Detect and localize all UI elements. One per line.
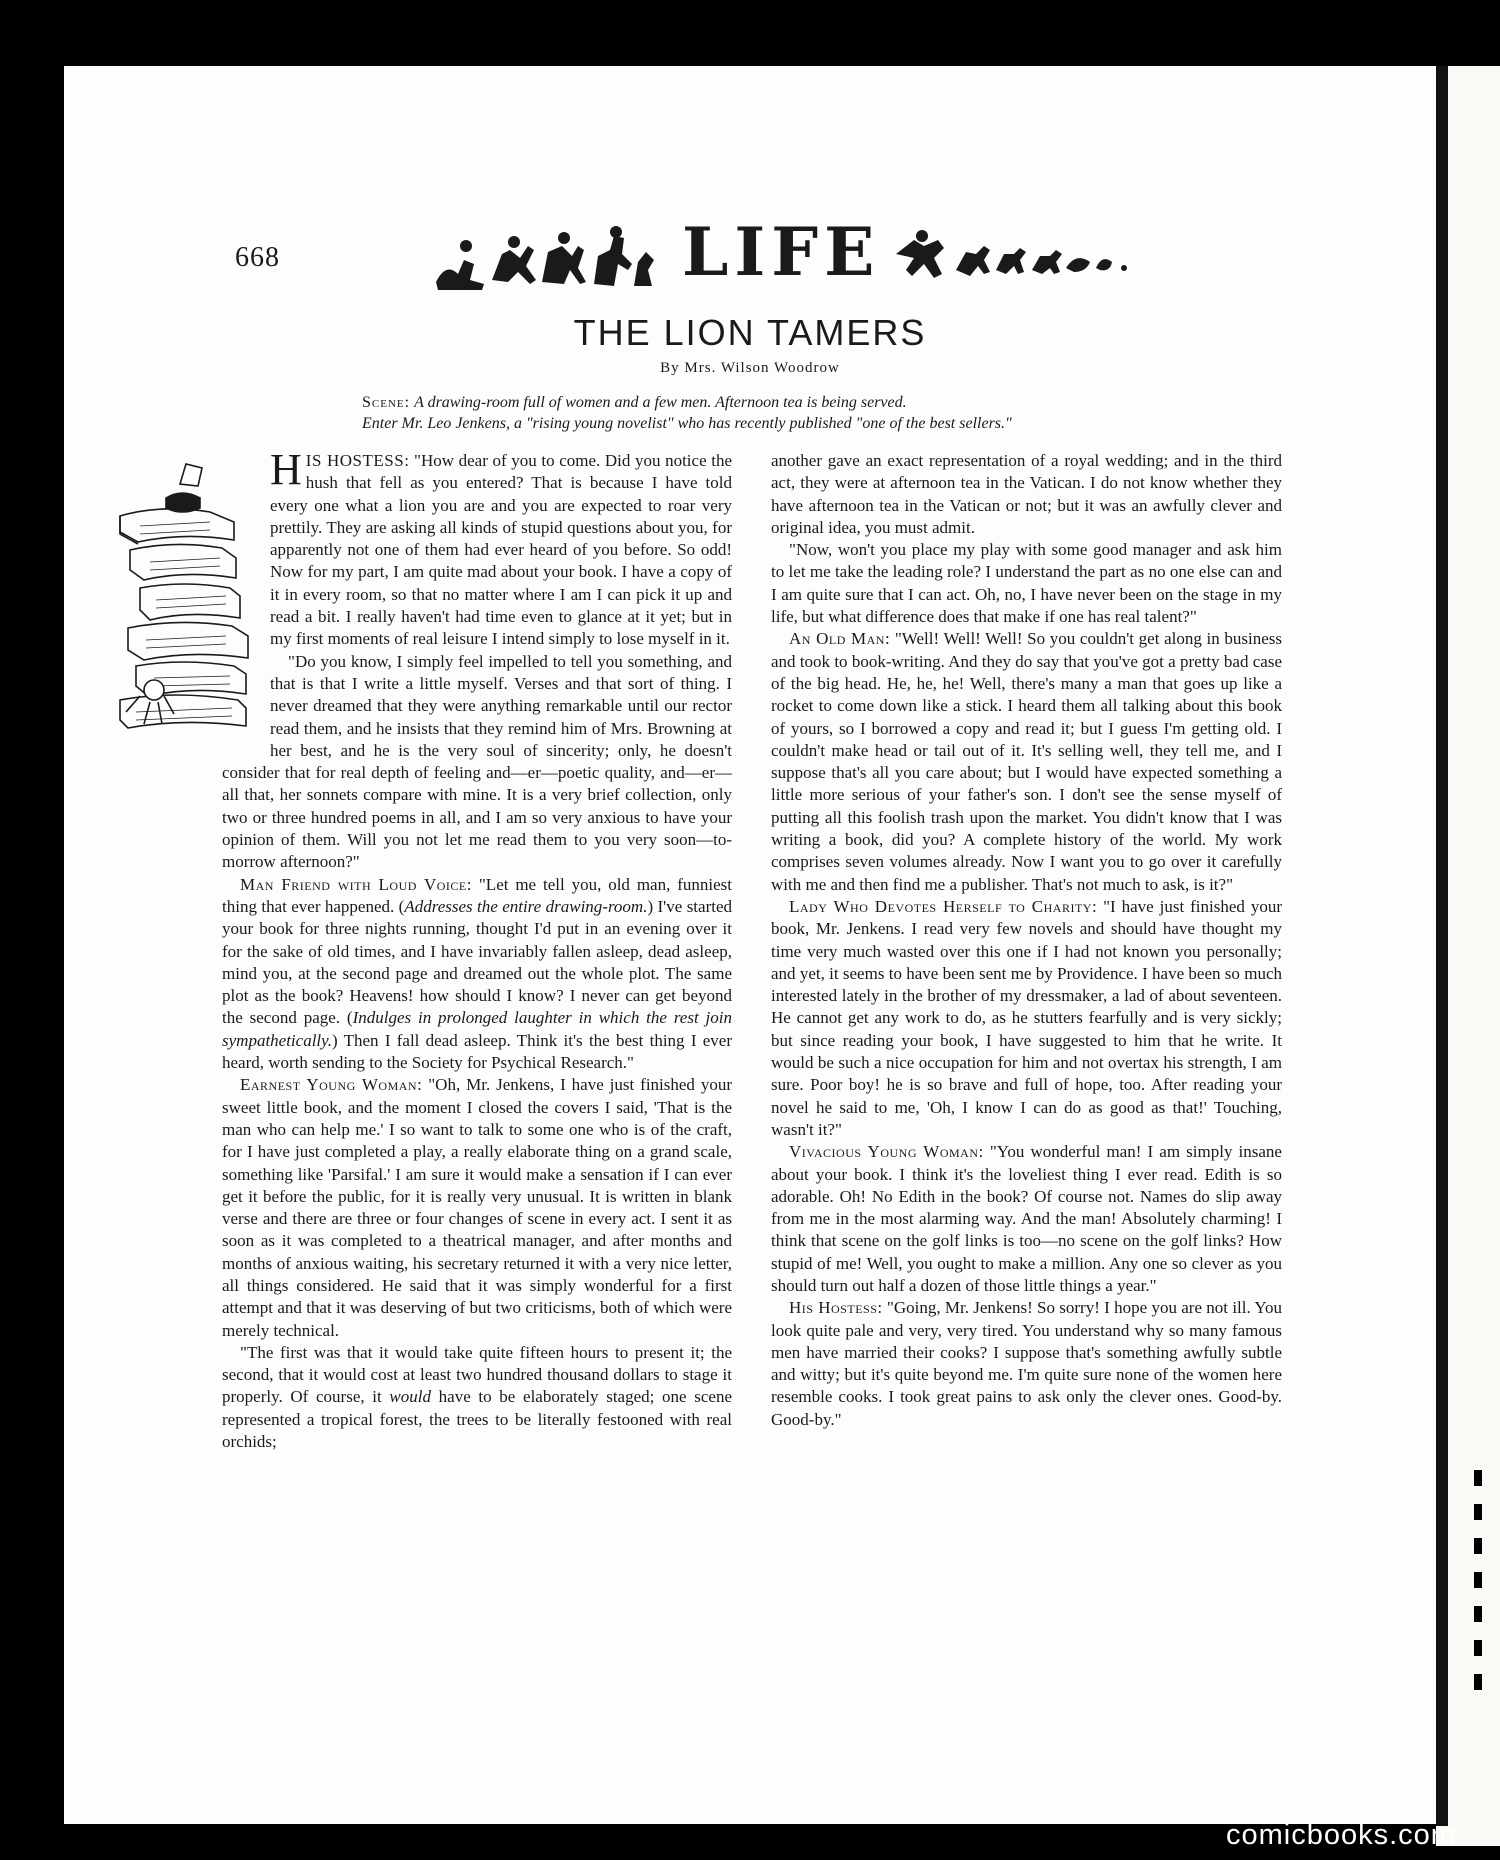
speaker-charity-lady: Lady Who Devotes Herself to Charity: [789,896,1098,916]
paragraph-text: "I have just finished your book, Mr. Jenkens. I read very few novels and should have thought my time very much wasted over this one if I had not known you personally; and yet, it seems to have been sent me by Providence. I have been so much interested lately in the brother of my dressmaker, a lad of about seventeen. He cannot get any work to do, as he stutters fearfully and is very sickly; but since reading your book, I have suggested to him that he write. It would be such a nice occupation for him and not overtax his strength, I am sure. Poor boy! he is so brave and full of hope, too. After reading your novel he said to me, 'Oh, I know I can do as good as that!' Touching, wasn't it?" [771,896,1283,1139]
drop-cap: H [270,445,302,494]
right-column [771,450,1282,1431]
paragraph: another gave an exact representation of a royal wedding; and in the third act, they were at afternoon tea in the Vatican. I do not know whether they have afternoon tea in the Vatican or not; but it was an awfully clever and original idea, you must admit. [771,451,1282,537]
masthead-title: LIFE [682,213,881,291]
masthead-figures-left-icon [430,220,660,292]
paragraph-text: ) Then I fall dead asleep. Think it's the best thing I ever heard, worth sending to the Society for Psychical Research." [222,1030,732,1073]
paragraph-text: "The first was that it would take quite fifteen hours to present it; the second, that it would cost at least two hundred thousand dollars to stage it properly. Of course, it [222,1342,732,1407]
masthead-figures-right-icon [892,224,1132,290]
paragraph-text: "You wonderful man! I am simply insane about your book. I think it's the loveliest thing I ever read. Edith is so adorable. Oh! No Edith in the book? Of course not. Names do slip away from me in the most alarming way. And the man! Absolutely charming! I think that scene on the golf links is too—no scene on the golf links? How stupid of me! Well, you ought to make a million. Any one so clever as you should turn out half a dozen of those little things a year." [771,1142,1282,1295]
stage-direction: Indulges in prolonged laughter in which the rest join sympathetically. [222,1008,732,1050]
paragraph-text: "How dear of you to come. Did you notice the hush that fell as you entered? That is because I have told every one what a lion you are and you are expected to roar very prettily. They are asking all kinds of stupid questions about you, for apparently not one of them had ever heard of you before. So odd! Now for my part, I am quite mad about your book. I have a copy of it in every room, so that no matter where I am I can pick it up and read a bit. I really haven't had time even to glance at it yet; but in my first moments of real leisure I intend simply to lose myself in it. [270,451,733,649]
article-title: THE LION TAMERS [573,312,927,353]
speaker-vivacious-young-woman: Vivacious Young Woman: [789,1142,984,1162]
speaker-his-hostess: His Hostess: [789,1298,883,1318]
speaker-earnest-young-woman: Earnest Young Woman: [240,1075,423,1095]
books-stack-lion-illustration-icon [110,450,262,748]
stage-direction: Addresses the entire drawing-room. [404,896,648,916]
left-column [222,445,733,1453]
article-byline: By Mrs. Wilson Woodrow [660,360,840,376]
speaker-man-friend: Man Friend with Loud Voice: [240,874,472,894]
speaker-old-man: An Old Man: [789,629,891,649]
paragraph-text: "Going, Mr. Jenkens! So sorry! I hope you are not ill. You look quite pale and very, very tired. You understand why so many famous men have married their cooks? I suppose that's something awfully subtle and witty; but it's quite beyond me. I'm quite sure none of the women here resemble cooks. I took great pains to ask only the clever ones. Good-by. Good-by." [771,1298,1282,1429]
scene-line-1: A drawing-room full of women and a few men. Afternoon tea is being served. [414,394,907,411]
paragraph-text: "Let me tell you, old man, funniest thing that ever happened. ( [222,874,732,916]
scene-line-2: Enter Mr. Leo Jenkens, a "rising young novelist" who has recently published "one of the best sellers." [362,415,1012,432]
watermark: comicbooks.com [1226,1819,1456,1851]
speaker-his-hostess: IS HOSTESS: [305,451,410,470]
page-number: 668 [235,242,280,273]
scene-label: Scene: [362,394,411,411]
paragraph-text: have to be elaborately staged; one scene represented a tropical forest, the trees to be literally festooned with real orchids; [222,1387,732,1452]
paragraph-text: "Well! Well! Well! So you couldn't get along in business and took to book-writing. And they do say that you've got a pretty bad case of the big head. He, he, he! Well, there's many a man that goes up like a rocket to come down like a stick. I heard them all talking about this book of yours, so I borrowed a copy and read it; but I guess I'm getting old. I couldn't make head or tail out of it. It's selling well, they tell me, and I suppose that's all you care about; but I would have expected something a little more serious of your father's son. I don't see the sense myself of putting all this foolish trash upon the market. You didn't know that I was writing a book, did you? A complete history of the world. My work comprises seven volumes already. Now I want you to go over it carefully with me and then find me a publisher. That's not much to ask, is it?" [771,629,1282,894]
paragraph-text: ) I've started your book for three nights running, thought I'd put in an evening over it for the sake of old times, and I have invariably fallen asleep, dead asleep, mind you, at the second page and dreamed out the whole plot. The same plot as the book? Heavens! how should I know? I never can get beyond the second page. ( [222,896,733,1028]
paragraph: "Do you know, I simply feel impelled to tell you something, and that is that I write a little myself. Verses and that sort of thing. I never dreamed that they were anything remarkable until our rector read them, and he insists that they remind him of Mrs. Browning at her best, and he is the very soul of sincerity; only, he doesn't consider that for real depth of feeling and—er—poetic quality, and—er—all that, her sonnets compare with mine. It is a very brief collection, only two or three hundred poems in all, and I am so very anxious to have your opinion of them. Will you not let me read them to you very soon—to-morrow afternoon?" [222,651,732,872]
paragraph-text: "Oh, Mr. Jenkens, I have just finished your sweet little book, and the moment I closed the covers I said, 'That is the man who can help me.' I so want to talk to some one who is of the craft, for I have just completed a play, a really elaborate thing on a grand scale, something like 'Parsifal.' I am sure it would make a sensation if I can ever get it before the public, for it is really very unusual. It is written in blank verse and there are three or four changes of scene in every act. I sent it as soon as it was completed to a theatrical manager, and after months and months of anxious waiting, his secretary returned it with a very nice letter, all things considered. He said that it was simply wonderful for a first attempt and that it was deserving of but two criticisms, both of which were merely technical. [222,1075,732,1340]
emphasis: would [389,1387,431,1407]
masthead [430,212,1130,292]
adjacent-page-marks [1474,1470,1482,1700]
scene-description [362,392,1012,434]
paragraph: "Now, won't you place my play with some good manager and ask him to let me take the leading role? I understand the part as no one else can and I am quite sure that I can act. Oh, no, I have never been on the stage in my life, but what difference does that make if one has real talent?" [771,540,1282,627]
